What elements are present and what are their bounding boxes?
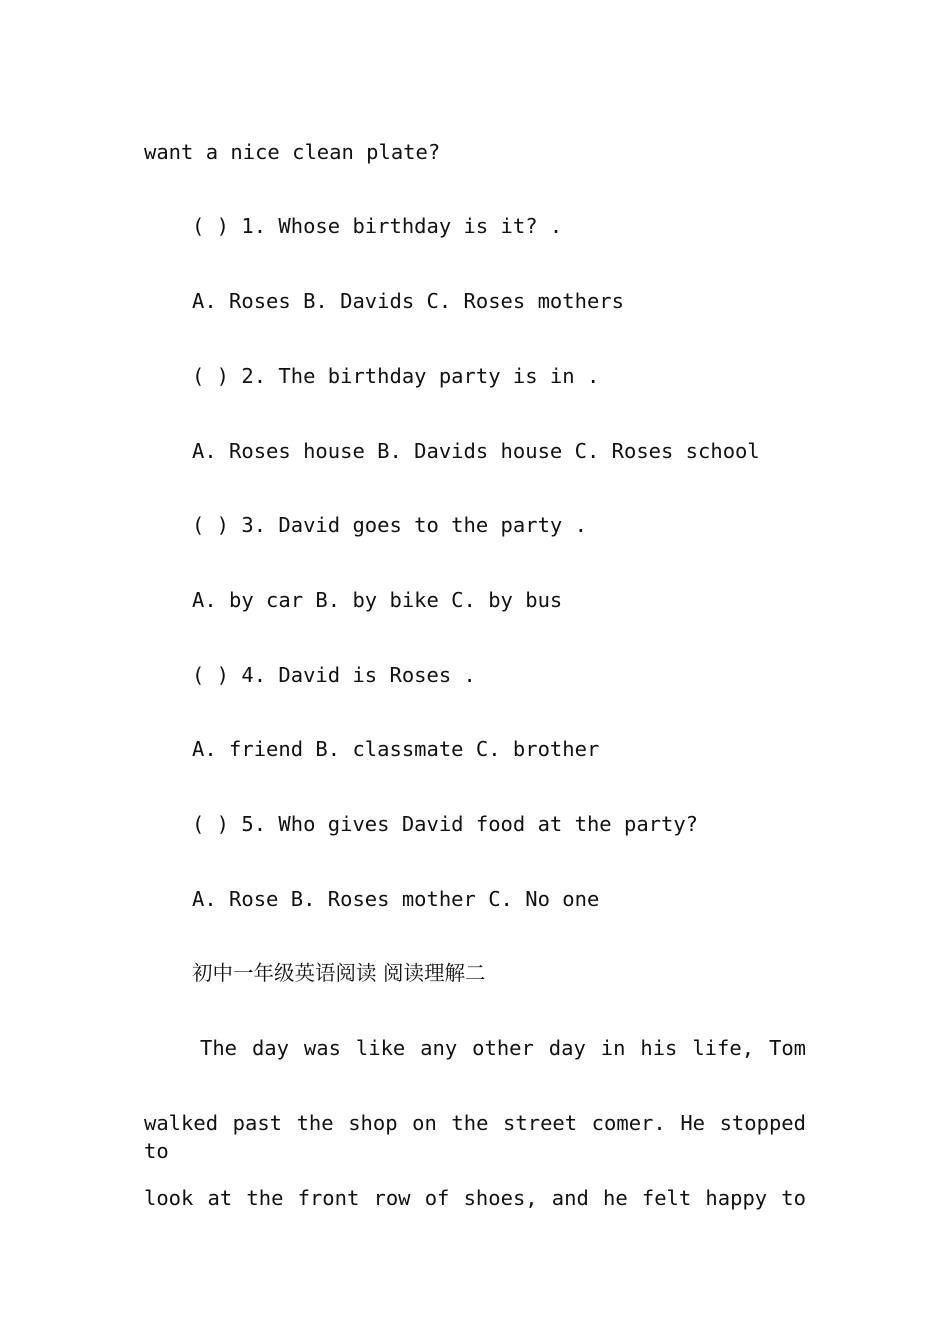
question-2: ( ) 2. The birthday party is in .: [192, 364, 600, 388]
paragraph-line: walked past the shop on the street comer. He stopped to: [144, 1111, 806, 1163]
paragraph-line: look at the front row of shoes, and he felt happy to: [144, 1186, 806, 1210]
question-5-options: A. Rose B. Roses mother C. No one: [192, 887, 600, 911]
text-line: want a nice clean plate?: [144, 140, 441, 164]
question-2-options: A. Roses house B. Davids house C. Roses school: [192, 439, 760, 463]
question-3-options: A. by car B. by bike C. by bus: [192, 588, 563, 612]
question-4: ( ) 4. David is Roses .: [192, 663, 476, 687]
question-1-options: A. Roses B. Davids C. Roses mothers: [192, 289, 624, 313]
question-4-options: A. friend B. classmate C. brother: [192, 737, 600, 761]
question-3: ( ) 3. David goes to the party .: [192, 513, 587, 537]
paragraph-line: The day was like any other day in his life, Tom: [200, 1036, 806, 1060]
question-1: ( ) 1. Whose birthday is it? .: [192, 214, 563, 238]
question-5: ( ) 5. Who gives David food at the party?: [192, 812, 699, 836]
section-heading: 初中一年级英语阅读 阅读理解二: [192, 961, 486, 985]
